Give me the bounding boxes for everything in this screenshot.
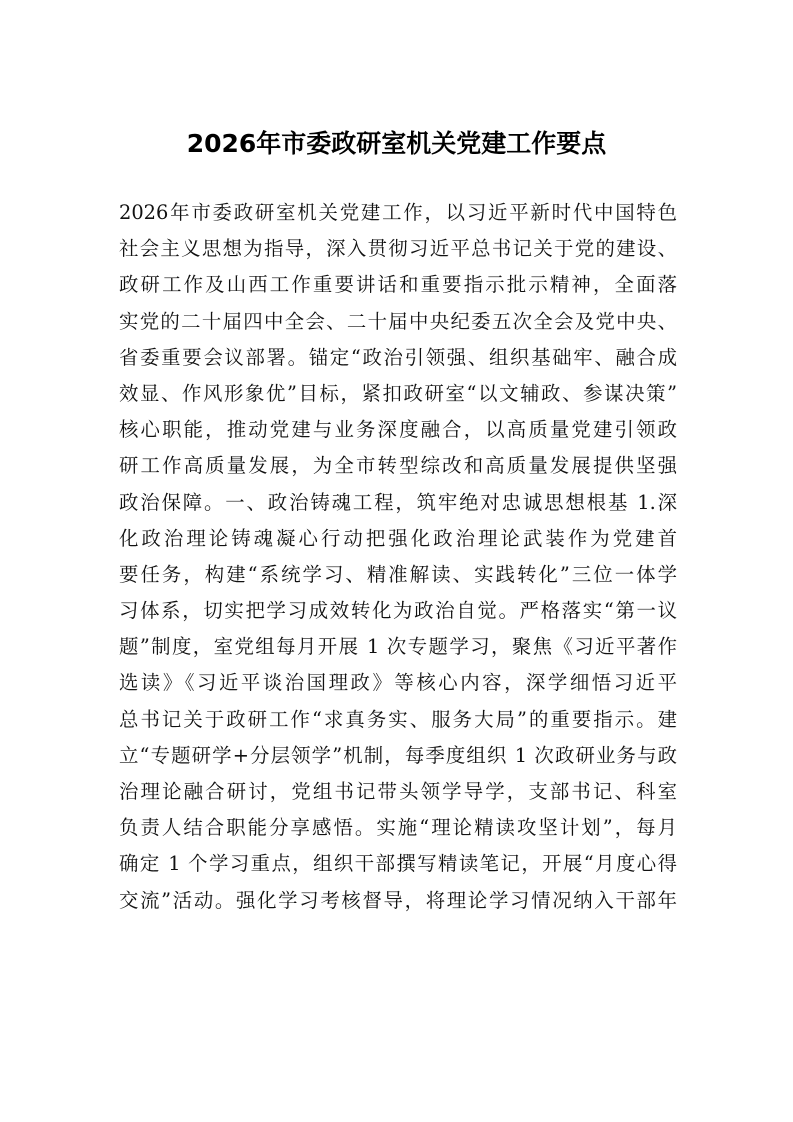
body-line: 立“专题研学+分层领学”机制，每季度组织 1 次政研业务与政 — [119, 743, 677, 767]
body-line: 2026年市委政研室机关党建工作，以习近平新时代中国特色 — [119, 201, 677, 224]
document-title: 2026年市委政研室机关党建工作要点 — [186, 129, 607, 158]
body-line: 效显、作风形象优”目标，紧扣政研室“以文辅政、参谋决策” — [119, 381, 677, 405]
body-line: 负责人结合职能分享感悟。实施“理论精读攻坚计划”，每月 — [119, 816, 677, 840]
document-body — [119, 195, 677, 919]
body-line: 治理论融合研讨，党组书记带头领学导学，支部书记、科室 — [119, 780, 677, 803]
body-line: 交流”活动。强化学习考核督导，将理论学习情况纳入干部年 — [119, 888, 677, 912]
body-line: 选读》《习近平谈治国理政》等核心内容，深学细悟习近平 — [119, 671, 677, 695]
body-line: 确定 1 个学习重点，组织干部撰写精读笔记，开展“月度心得 — [119, 852, 677, 876]
body-line: 政治保障。一、政治铸魂工程，筑牢绝对忠诚思想根基 1.深 — [119, 490, 677, 514]
body-line: 习体系，切实把学习成效转化为政治自觉。严格落实“第一议 — [119, 599, 677, 623]
body-line: 实党的二十届四中全会、二十届中央纪委五次全会及党中央、 — [119, 309, 677, 333]
body-line: 核心职能，推动党建与业务深度融合，以高质量党建引领政 — [119, 418, 677, 442]
body-line: 省委重要会议部署。锚定“政治引领强、组织基础牢、融合成 — [119, 345, 677, 369]
body-line: 要任务，构建“系统学习、精准解读、实践转化”三位一体学 — [119, 562, 677, 586]
body-line: 总书记关于政研工作“求真务实、服务大局”的重要指示。建 — [119, 707, 677, 731]
body-line: 研工作高质量发展，为全市转型综改和高质量发展提供坚强 — [119, 454, 677, 478]
body-line: 题”制度，室党组每月开展 1 次专题学习，聚焦《习近平著作 — [119, 635, 677, 659]
body-line: 社会主义思想为指导，深入贯彻习近平总书记关于党的建设、 — [119, 237, 677, 261]
body-line: 化政治理论铸魂凝心行动把强化政治理论武装作为党建首 — [119, 526, 677, 550]
body-line: 政研工作及山西工作重要讲话和重要指示批示精神，全面落 — [119, 273, 677, 297]
